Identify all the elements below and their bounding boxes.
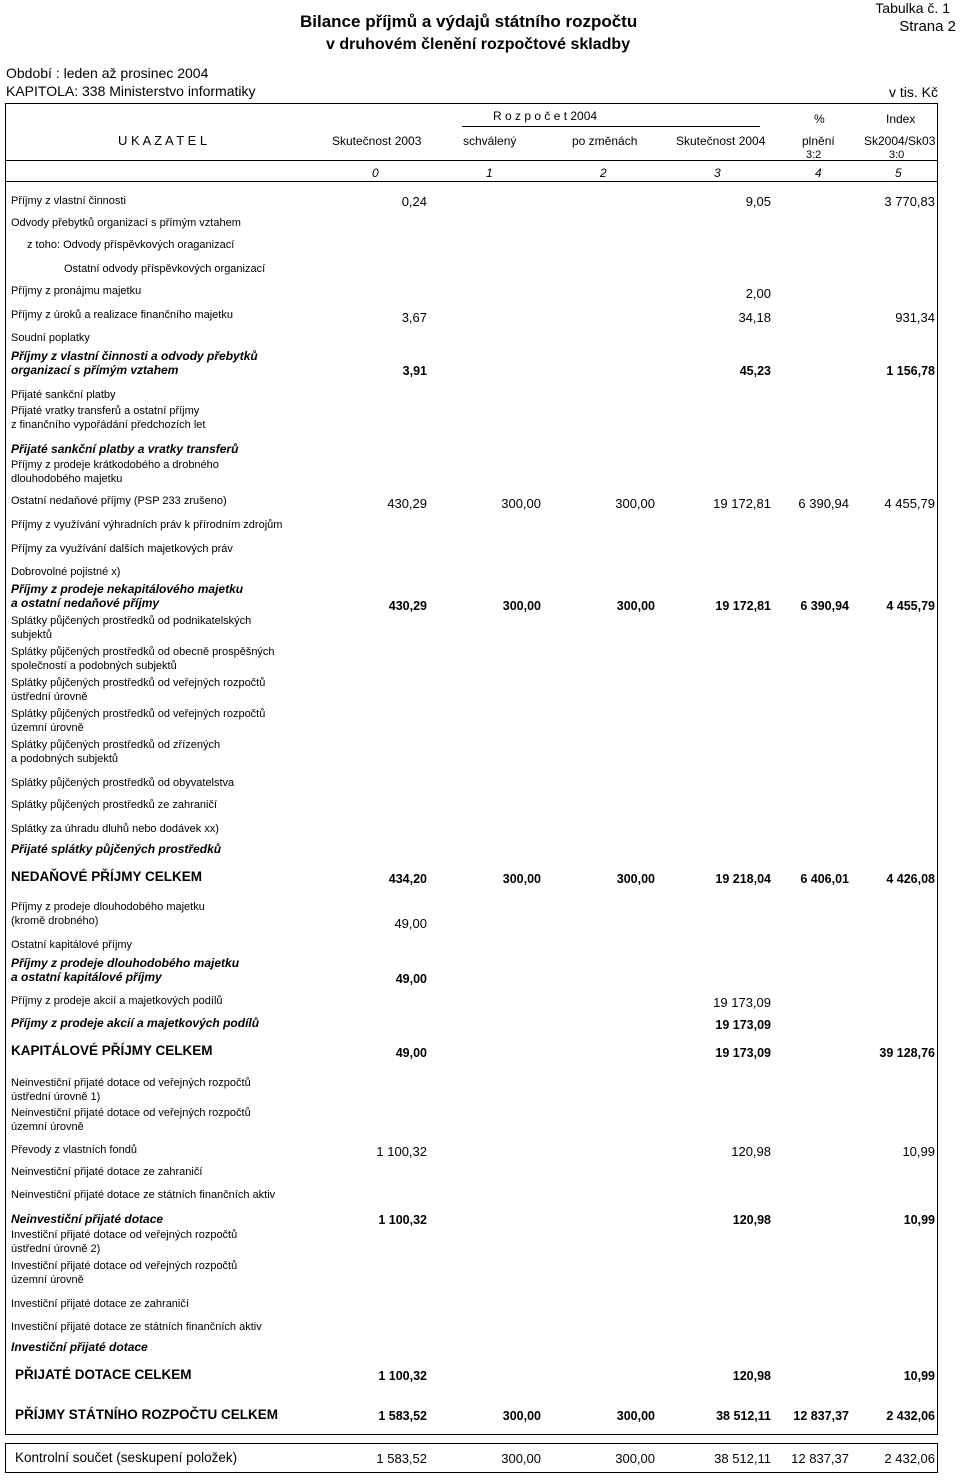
cell-v1: 300,00 (502, 872, 541, 886)
row-label: Investiční přijaté dotace od veřejných rozpočtů územní úrovně (11, 1260, 238, 1286)
row-label: PŘÍJMY STÁTNÍHO ROZPOČTU CELKEM (15, 1407, 279, 1422)
cell-v3: 19 173,09 (715, 1018, 771, 1032)
cell-v2: 300,00 (616, 1409, 655, 1423)
cell-v2: 300,00 (615, 496, 655, 511)
row-label: Splátky půjčených prostředků ze zahraničí (11, 799, 218, 811)
cell-v2: 300,00 (616, 872, 655, 886)
row-label: Neinvestiční přijaté dotace ze zahraničí (11, 1166, 203, 1178)
row-label: Splátky půjčených prostředků od veřejných rozpočtů ústřední úrovně (11, 677, 266, 703)
row-label: NEDAŇOVÉ PŘÍJMY CELKEM (11, 869, 203, 884)
row-label: Investiční přijaté dotace od veřejných rozpočtů ústřední úrovně 2) (11, 1229, 238, 1255)
cell-v3: 120,98 (732, 1369, 771, 1383)
cell-v3: 19 172,81 (715, 599, 771, 613)
cell-v0: 0,24 (401, 194, 427, 209)
indicator-header: U K A Z A T E L (118, 133, 208, 148)
cell-v4: 6 390,94 (800, 599, 849, 613)
cell-v4: 6 390,94 (798, 496, 849, 511)
row-label: Neinvestiční přijaté dotace ze státních finančních aktiv (11, 1189, 276, 1201)
cell-v3: 34,18 (738, 310, 771, 325)
row-label: Ostatní nedaňové příjmy (PSP 233 zrušeno) (11, 495, 227, 507)
cell-v3: 19 173,09 (715, 1046, 771, 1060)
pct-header: % (814, 112, 825, 126)
cell-v4: 12 837,37 (793, 1409, 849, 1423)
index-header: Index (886, 112, 916, 126)
chapter-label: KAPITOLA: 338 Ministerstvo informatiky (6, 83, 256, 99)
row-label: Přijaté splátky půjčených prostředků (11, 842, 222, 856)
row-label: Příjmy z vlastní činnosti a odvody přebytků organizací s přímým vztahem (11, 349, 258, 377)
row-label: Přijaté sankční platby a vratky transferů (11, 442, 239, 456)
row-label: Přijaté sankční platby (11, 389, 116, 401)
row-label: KAPITÁLOVÉ PŘÍJMY CELKEM (11, 1043, 213, 1058)
cell-v3: 120,98 (731, 1144, 771, 1159)
row-label: Příjmy z prodeje dlouhodobého majetku a ostatní kapitálové příjmy (11, 956, 240, 984)
budget-header: R o z p o č e t 2004 (493, 109, 598, 123)
cell-v5: 39 128,76 (879, 1046, 935, 1060)
cell-v0: 1 583,52 (376, 1451, 427, 1466)
col-sk: Sk2004/Sk03 (864, 134, 936, 148)
cell-v0: 49,00 (395, 972, 427, 986)
cell-v0: 430,29 (388, 599, 427, 613)
colnum-3: 3 (714, 166, 721, 180)
ratio-30: 3:0 (889, 149, 905, 161)
row-label: Ostatní odvody příspěvkových organizací (64, 263, 266, 275)
cell-v5: 10,99 (903, 1369, 935, 1383)
cell-v2: 300,00 (616, 599, 655, 613)
cell-v4: 12 837,37 (791, 1451, 849, 1466)
cell-v5: 10,99 (903, 1213, 935, 1227)
row-label: Splátky půjčených prostředků od zřízených a podobných subjektů (11, 739, 221, 765)
cell-v3: 9,05 (745, 194, 771, 209)
row-label: Splátky půjčených prostředků od veřejných rozpočtů územní úrovně (11, 708, 266, 734)
report-title: Bilance příjmů a výdajů státního rozpočtu (300, 12, 638, 31)
cell-v5: 931,34 (895, 310, 935, 325)
col-schvaleny: schválený (463, 134, 517, 148)
cell-v3: 19 173,09 (713, 995, 771, 1010)
cell-v0: 1 100,32 (378, 1213, 427, 1227)
row-label: Splátky za úhradu dluhů nebo dodávek xx) (11, 823, 219, 835)
budget-divider (462, 126, 760, 127)
col-plneni: plnění (802, 134, 835, 148)
col-zmeny: po změnách (572, 134, 638, 148)
row-label: PŘIJATÉ DOTACE CELKEM (15, 1367, 192, 1382)
unit-label: v tis. Kč (888, 84, 938, 100)
cell-v0: 3,91 (402, 364, 427, 378)
cell-v1: 300,00 (501, 496, 541, 511)
row-label: Splátky půjčených prostředků od obecně prospěšných společností a podobných subjektů (11, 646, 275, 672)
cell-v3: 45,23 (739, 364, 771, 378)
cell-v5: 2 432,06 (886, 1409, 935, 1423)
row-label: Příjmy z prodeje dlouhodobého majetku (kromě drobného) (11, 901, 205, 927)
cell-v3: 19 172,81 (713, 496, 771, 511)
table-number: Tabulka č. 1 (875, 0, 950, 16)
row-label: Příjmy z prodeje akcií a majetkových podílů (11, 995, 223, 1007)
cell-v5: 3 770,83 (884, 194, 935, 209)
cell-v3: 38 512,11 (716, 1409, 771, 1423)
row-label: Investiční přijaté dotace (11, 1340, 148, 1354)
cell-v0: 1 583,52 (378, 1409, 427, 1423)
column-header (5, 103, 938, 182)
row-label: Příjmy z prodeje krátkodobého a drobného dlouhodobého majetku (11, 459, 219, 485)
cell-v5: 10,99 (902, 1144, 935, 1159)
row-label: Převody z vlastních fondů (11, 1144, 137, 1156)
row-label: Neinvestiční přijaté dotace od veřejných rozpočtů ústřední úrovně 1) (11, 1077, 251, 1103)
cell-v2: 300,00 (615, 1451, 655, 1466)
header-divider (6, 160, 937, 161)
cell-v3: 38 512,11 (714, 1451, 771, 1466)
cell-v0: 49,00 (395, 1046, 427, 1060)
colnum-5: 5 (895, 166, 902, 180)
row-label: Investiční přijaté dotace ze státních finančních aktiv (11, 1321, 262, 1333)
row-label: Příjmy z prodeje nekapitálového majetku a ostatní nedaňové příjmy (11, 582, 244, 610)
row-label: Přijaté vratky transferů a ostatní příjmy z finančního vypořádání předchozích let (11, 405, 206, 431)
row-label: Příjmy z prodeje akcií a majetkových podílů (11, 1016, 260, 1030)
cell-v3: 19 218,04 (715, 872, 771, 886)
cell-v4: 6 406,01 (800, 872, 849, 886)
cell-v5: 1 156,78 (886, 364, 935, 378)
cell-v0: 49,00 (394, 916, 427, 931)
cell-v5: 4 426,08 (886, 872, 935, 886)
cell-v5: 2 432,06 (884, 1451, 935, 1466)
colnum-0: 0 (372, 166, 379, 180)
colnum-4: 4 (815, 166, 822, 180)
cell-v1: 300,00 (502, 1409, 541, 1423)
main-table (5, 181, 938, 1435)
row-label: Splátky půjčených prostředků od obyvatelstva (11, 777, 235, 789)
row-label: z toho: Odvody příspěvkových oraganizací (27, 239, 235, 251)
report-subtitle: v druhovém členění rozpočtové skladby (326, 36, 631, 53)
row-label: Příjmy za využívání dalších majetkových práv (11, 543, 233, 555)
row-label: Kontrolní součet (seskupení položek) (15, 1450, 238, 1465)
row-label: Příjmy z vlastní činnosti (11, 195, 126, 207)
colnum-1: 1 (486, 166, 493, 180)
cell-v1: 300,00 (502, 599, 541, 613)
cell-v0: 430,29 (387, 496, 427, 511)
row-label: Příjmy z pronájmu majetku (11, 285, 142, 297)
col-skut2004: Skutečnost 2004 (676, 134, 766, 148)
cell-v5: 4 455,79 (884, 496, 935, 511)
period-label: Období : leden až prosinec 2004 (6, 65, 209, 81)
cell-v0: 1 100,32 (376, 1144, 427, 1159)
row-label: Odvody přebytků organizací s přímým vztahem (11, 217, 241, 229)
row-label: Příjmy z využívání výhradních práv k přírodním zdrojům (11, 519, 283, 531)
cell-v3: 120,98 (732, 1213, 771, 1227)
row-label: Splátky půjčených prostředků od podnikatelských subjektů (11, 615, 252, 641)
cell-v0: 1 100,32 (378, 1369, 427, 1383)
row-label: Příjmy z úroků a realizace finančního majetku (11, 309, 233, 321)
control-sum-box (5, 1443, 938, 1473)
row-label: Neinvestiční přijaté dotace od veřejných rozpočtů územní úrovně (11, 1107, 251, 1133)
page-number: Strana 2 (899, 18, 956, 35)
cell-v3: 2,00 (745, 286, 771, 301)
col-skut2003: Skutečnost 2003 (332, 134, 422, 148)
row-label: Neinvestiční přijaté dotace (11, 1212, 164, 1226)
colnum-2: 2 (600, 166, 607, 180)
row-label: Dobrovolné pojistné x) (11, 566, 121, 578)
cell-v5: 4 455,79 (886, 599, 935, 613)
ratio-32: 3:2 (806, 149, 822, 161)
cell-v1: 300,00 (501, 1451, 541, 1466)
cell-v0: 3,67 (401, 310, 427, 325)
cell-v0: 434,20 (388, 872, 427, 886)
row-label: Investiční přijaté dotace ze zahraničí (11, 1298, 189, 1310)
row-label: Ostatní kapitálové příjmy (11, 939, 133, 951)
row-label: Soudní poplatky (11, 332, 90, 344)
